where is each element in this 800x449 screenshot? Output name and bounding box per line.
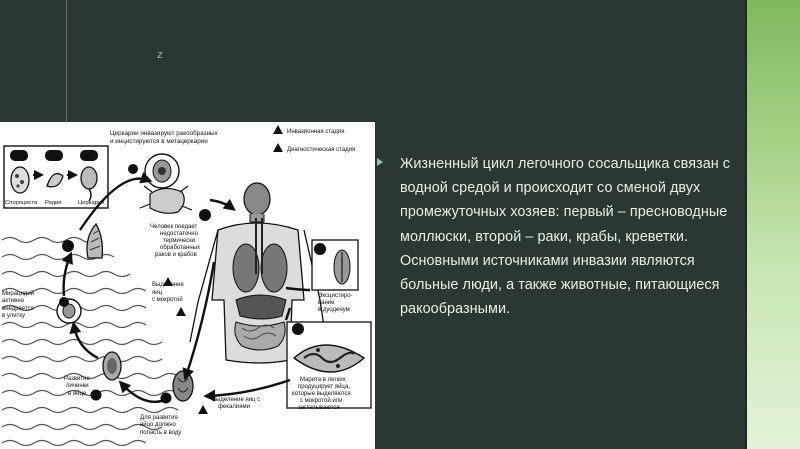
marita-line3: которые выделяются (292, 391, 351, 397)
top-caption-line2: и инцистируются в метацеркарии (110, 138, 208, 145)
marita-line5: заглатываются (298, 405, 340, 411)
marita-stage (287, 322, 371, 411)
corner-mark: z (157, 48, 163, 61)
num-2: 2 (94, 393, 98, 400)
feces-line2: фекалиями (218, 404, 250, 410)
step6-line2: недостаточно (160, 231, 198, 237)
num-5: 5 (131, 167, 135, 174)
marita-line4: с мокротой или (300, 398, 343, 404)
legend-d-mark: d (276, 147, 280, 152)
cercaria-label: Церкария (78, 200, 105, 206)
num-4: 4 (66, 244, 70, 251)
sputum-line3: с мокротой (152, 297, 183, 303)
lifecycle-diagram (0, 122, 375, 449)
sputum-d-mark: d (179, 311, 183, 316)
miracidium-line4: в улитку (2, 313, 26, 319)
miracidium-line1: Мирацидий (2, 291, 35, 297)
embryo-line2: личинки (66, 383, 89, 389)
miracidium-line2: активно (2, 298, 24, 304)
legend-diagnostic: Диагностическая стадия (287, 147, 356, 153)
step6-line4: обработанных (160, 245, 201, 251)
lifecycle-description: Жизненный цикл легочного сосальщика связан с водной средой и происходит со сменой двух промежуточных хозяев: первый – пресноводные моллюски, второй – раки, крабы, креветки. Основными источниками инвазии являются больные люди, а также животные, питающиеся ракообразными. (400, 156, 731, 318)
snail-stage (62, 224, 102, 258)
marita-line2: продуцирует яйца, (298, 384, 350, 390)
excyst-line2: вание (318, 300, 335, 306)
decorative-green-bar (747, 0, 800, 449)
miracidium-line3: внедряется (2, 306, 34, 312)
label-4b: 4b (49, 152, 59, 161)
excystation-stage (312, 240, 358, 313)
crustacean-stage (128, 154, 192, 213)
miracidium-stage (2, 290, 81, 323)
legend (273, 125, 355, 153)
feces-d-mark: d (201, 409, 205, 414)
water-line1: Для развития (140, 415, 178, 421)
legend-invasive: Инвазионная стадия (287, 129, 345, 135)
embryo-line3: в яйце (68, 391, 87, 397)
sputum-line1: Выделение (152, 282, 184, 288)
step6-line5: раков и крабов (155, 252, 197, 258)
excyst-line3: в дуоденум (318, 307, 350, 313)
legend-i-mark: i (277, 129, 279, 134)
excyst-line1: Эксцистиро- (318, 293, 353, 299)
step6-line3: термически (163, 238, 196, 244)
sputum-line2: яиц (152, 290, 163, 296)
step6-line1: Человек поедает (150, 224, 198, 230)
decorative-vertical-line (66, 0, 67, 122)
marita-line1: Марита в легких (300, 377, 346, 383)
embryo-line1: Развитие (64, 376, 90, 382)
bullet-marker-icon (377, 158, 383, 166)
label-4c: 4c (84, 152, 94, 161)
water-line3: попасть в воду (140, 430, 182, 436)
stage-4-box (4, 146, 108, 208)
num-3: 3 (62, 300, 66, 307)
redia-label: Редия (45, 200, 62, 206)
num-6: 6 (203, 213, 207, 220)
embryo-stage (64, 352, 121, 401)
top-caption-line1: Церкарии инвазируют ракообразных (110, 130, 218, 137)
num-1: 1 (164, 396, 168, 403)
num-7: 7 (318, 247, 322, 254)
egg-stage (140, 371, 260, 436)
label-4a: 4a (14, 152, 24, 161)
feces-line1: Выделение яиц с (212, 397, 261, 403)
water-line2: яйцо должно (140, 422, 176, 428)
sporocyst-label: Спороциста (5, 200, 38, 206)
num-8: 8 (296, 327, 300, 334)
